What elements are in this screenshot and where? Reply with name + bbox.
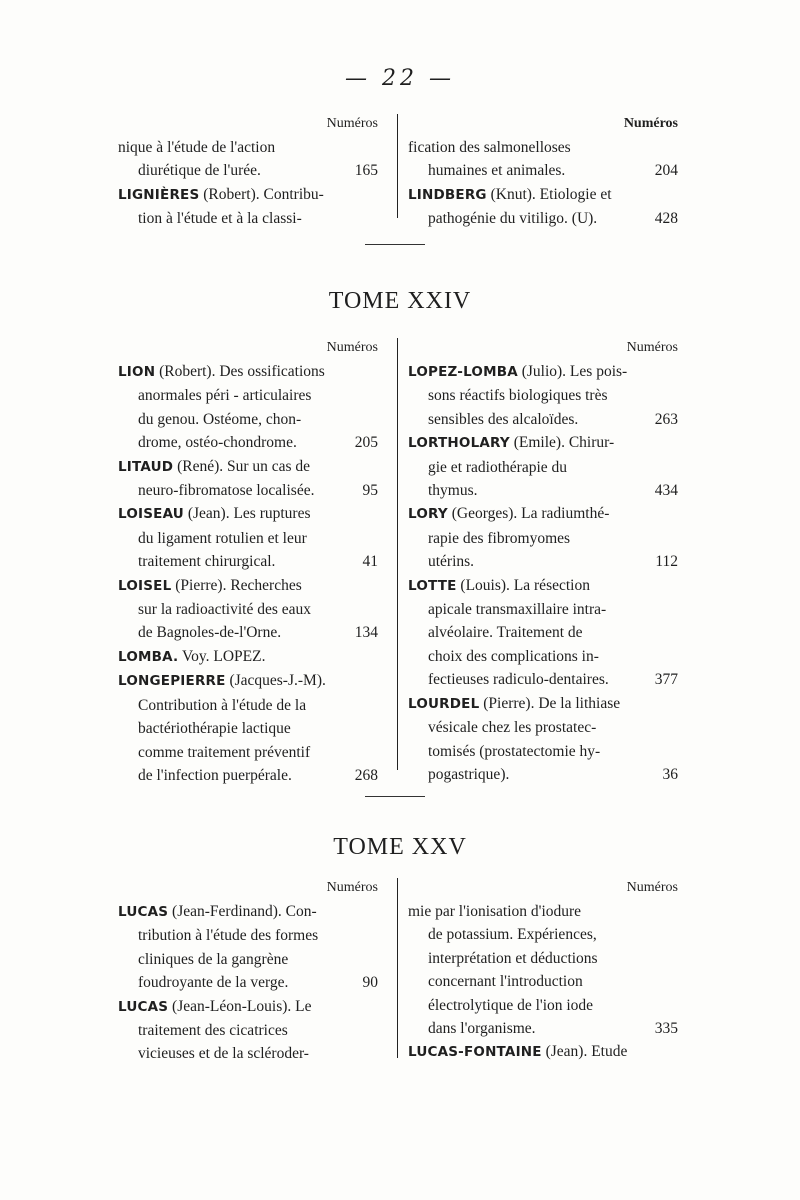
entry-text: sensibles des alcaloïdes.: [428, 410, 579, 428]
entry-text: cliniques de la gangrène: [138, 950, 289, 968]
entry-text: drome, ostéo-chondrome.: [138, 434, 297, 452]
left-column: [118, 114, 378, 231]
author-name: LOMBA.: [118, 648, 179, 665]
entry-text: (Pierre). Recherches: [171, 576, 302, 594]
page-number: — 22 —: [345, 66, 455, 91]
author-name: LIGNIÈRES: [118, 186, 200, 203]
column-header: Numéros: [623, 116, 678, 131]
entry-line: [408, 502, 678, 526]
entry-line: [118, 207, 378, 230]
entry-line: [408, 456, 678, 479]
entry-line: [118, 574, 378, 598]
entry-text: de Bagnoles-de-l'Orne.: [138, 624, 282, 642]
entry-line: [118, 384, 378, 407]
entry-line: [408, 668, 678, 691]
index-entry: [118, 574, 378, 645]
entry-line: [118, 621, 378, 644]
author-name: LORTHOLARY: [408, 435, 510, 452]
left-column: [118, 338, 378, 787]
entry-text: concernant l'introduction: [428, 973, 583, 991]
entry-line: [118, 1019, 378, 1042]
entry-line: [408, 550, 678, 573]
entry-text: traitement chirurgical.: [138, 553, 276, 571]
entry-line: [118, 741, 378, 764]
entry-text: du ligament rotulien et leur: [138, 529, 307, 547]
entry-text: utérins.: [428, 553, 475, 571]
entry-text: (Julio). Les pois-: [517, 363, 628, 380]
entry-text: (Jean-Ferdinand). Con-: [168, 903, 317, 920]
entry-text: diurétique de l'urée.: [138, 162, 261, 180]
entry-line: [408, 527, 678, 550]
entry-text: (Jacques-J.-M).: [225, 672, 326, 690]
entry-line: [118, 645, 378, 669]
section-tome-xxv: [0, 878, 800, 1068]
entry-line: [118, 1042, 378, 1065]
entry-text: (Jean). Les ruptures: [183, 505, 311, 523]
entry-text: vésicale chez les prostatec-: [428, 719, 597, 737]
index-entry: [118, 360, 378, 455]
entry-text: foudroyante de la verge.: [138, 974, 289, 992]
entry-text: nique à l'étude de l'action: [118, 139, 276, 156]
entry-line: [118, 764, 378, 787]
entry-text: (Jean). Etude: [541, 1043, 628, 1061]
entry-line: [118, 717, 378, 740]
index-entry: [408, 502, 678, 573]
entry-number: 165: [354, 162, 378, 180]
author-name: LINDBERG: [408, 186, 487, 203]
author-name: LUCAS: [118, 998, 169, 1015]
right-column: [408, 338, 678, 786]
entry-line: [118, 431, 378, 454]
column-header: Numéros: [626, 340, 678, 355]
author-name: LITAUD: [118, 458, 174, 475]
entry-line: [118, 527, 378, 550]
column-header: Numéros: [326, 116, 378, 131]
entry-line: [118, 694, 378, 717]
entry-number: 36: [662, 765, 678, 783]
entry-text: (Jean-Léon-Louis). Le: [168, 997, 312, 1015]
entry-text: gie et radiothérapie du: [428, 458, 568, 476]
index-entry: [118, 669, 378, 787]
entry-line: [118, 455, 378, 479]
entry-number: 428: [654, 210, 678, 228]
entry-number: 134: [354, 624, 378, 642]
entry-line: [408, 1040, 678, 1064]
author-name: LOTTE: [408, 577, 457, 594]
entry-line: [408, 645, 678, 668]
index-entry: [408, 183, 678, 231]
entry-line: [118, 948, 378, 971]
entry-text: pogastrique).: [428, 765, 510, 783]
index-entry: [408, 900, 678, 1040]
entry-text: comme traitement préventif: [138, 743, 311, 761]
entry-line: [118, 502, 378, 526]
entry-text: (Robert). Contribu-: [199, 185, 324, 203]
entry-text: apicale transmaxillaire intra-: [428, 601, 607, 619]
index-entry: [118, 645, 378, 669]
entry-line: [408, 900, 678, 923]
entry-line: [408, 598, 678, 621]
entry-number: 90: [362, 974, 378, 992]
entry-line: [408, 994, 678, 1017]
index-entry: [118, 995, 378, 1066]
entry-text: de l'infection puerpérale.: [138, 766, 292, 784]
column-header: Numéros: [626, 880, 678, 895]
index-entry: [118, 183, 378, 231]
column-header: Numéros: [326, 880, 378, 895]
entry-line: [408, 1017, 678, 1040]
column-separator: [397, 338, 398, 770]
entry-text: tomisés (prostatectomie hy-: [428, 742, 601, 760]
entry-text: (Robert). Des ossifications: [155, 363, 325, 380]
author-name: LOISEL: [118, 577, 172, 594]
section-title: TOME XXIV: [328, 288, 472, 314]
entry-number: 434: [654, 482, 678, 500]
entry-text: choix des complications in-: [428, 647, 599, 665]
entry-line: [408, 183, 678, 207]
entry-number: 377: [654, 671, 678, 689]
entry-text: sur la radioactivité des eaux: [138, 601, 312, 619]
section-divider: [365, 796, 425, 797]
entry-text: du genou. Ostéome, chon-: [138, 410, 302, 428]
entry-text: de potassium. Expériences,: [428, 926, 597, 944]
entry-text: tion à l'étude et à la classi-: [138, 210, 302, 228]
author-name: LORY: [408, 506, 448, 523]
entry-line: [408, 716, 678, 739]
entry-number: 204: [654, 162, 678, 180]
entry-line: [118, 360, 378, 384]
entry-number: 41: [362, 553, 378, 571]
entry-line: [408, 136, 678, 159]
entry-line: [118, 900, 378, 924]
index-entry: [118, 502, 378, 573]
entry-line: [408, 740, 678, 763]
entry-text: dans l'organisme.: [428, 1020, 536, 1038]
entry-line: [118, 408, 378, 431]
author-name: LOISEAU: [118, 506, 184, 523]
entry-line: [408, 763, 678, 786]
entry-text: pathogénie du vitiligo. (U).: [428, 210, 598, 228]
index-entry: [118, 455, 378, 503]
entry-number: 268: [354, 766, 378, 784]
entry-line: [118, 183, 378, 207]
entry-line: [118, 136, 378, 159]
entry-line: [118, 924, 378, 947]
entry-line: [408, 692, 678, 716]
entry-text: (René). Sur un cas de: [173, 457, 311, 475]
section-title: TOME XXV: [333, 834, 467, 860]
author-name: LOURDEL: [408, 695, 480, 712]
entry-line: [408, 479, 678, 502]
entry-line: [118, 971, 378, 994]
entry-number: 205: [354, 434, 378, 452]
entry-text: bactériothérapie lactique: [138, 720, 291, 738]
entry-line: [408, 947, 678, 970]
entry-text: vicieuses et de la scléroder-: [138, 1045, 309, 1063]
column-header: Numéros: [326, 340, 378, 355]
entry-text: mie par l'ionisation d'iodure: [408, 903, 582, 920]
author-name: LONGEPIERRE: [118, 673, 226, 690]
entry-line: [408, 431, 678, 455]
index-entry: [118, 136, 378, 183]
index-entry: [408, 431, 678, 502]
entry-text: neuro-fibromatose localisée.: [138, 482, 315, 500]
author-name: LOPEZ-LOMBA: [408, 364, 518, 380]
index-entry: [408, 360, 678, 431]
entry-line: [118, 995, 378, 1019]
entry-line: [408, 408, 678, 431]
entry-text: Voy. LOPEZ.: [178, 647, 266, 665]
entry-text: électrolytique de l'ion iode: [428, 996, 594, 1014]
author-name: LUCAS: [118, 904, 169, 920]
column-separator: [397, 114, 398, 218]
entry-text: (Pierre). De la lithiase: [479, 694, 621, 712]
entry-text: fectieuses radiculo-dentaires.: [428, 671, 609, 689]
entry-text: anormales péri - articulaires: [138, 387, 312, 405]
entry-line: [408, 621, 678, 644]
entry-line: [118, 479, 378, 502]
entry-text: (Georges). La radiumthé-: [447, 505, 610, 523]
entry-text: fication des salmonelloses: [408, 139, 571, 156]
entry-line: [118, 669, 378, 693]
entry-number: 263: [654, 410, 678, 428]
index-entry: [408, 574, 678, 692]
entry-text: (Emile). Chirur-: [509, 434, 615, 452]
right-column: [408, 878, 678, 1065]
entry-text: Contribution à l'étude de la: [138, 696, 307, 714]
section-divider: [365, 244, 425, 245]
index-entry: [408, 692, 678, 787]
entry-text: traitement des cicatrices: [138, 1022, 288, 1040]
column-separator: [397, 878, 398, 1058]
entry-line: [408, 207, 678, 230]
entry-line: [408, 923, 678, 946]
entry-line: [118, 598, 378, 621]
entry-text: tribution à l'étude des formes: [138, 927, 319, 945]
entry-line: [118, 159, 378, 182]
index-entry: [118, 900, 378, 995]
entry-line: [408, 970, 678, 993]
section-tome-xxiv: [0, 338, 800, 784]
left-column: [118, 878, 378, 1066]
entry-number: 95: [362, 482, 378, 500]
section-top: [0, 114, 800, 228]
author-name: LUCAS-FONTAINE: [408, 1044, 542, 1061]
entry-text: interprétation et déductions: [428, 949, 598, 967]
entry-text: alvéolaire. Traitement de: [428, 624, 583, 642]
index-entry: [408, 1040, 678, 1064]
entry-line: [408, 360, 678, 384]
entry-text: rapie des fibromyomes: [428, 529, 571, 547]
entry-text: sons réactifs biologiques très: [428, 387, 608, 405]
entry-number: 335: [654, 1020, 678, 1038]
entry-line: [408, 159, 678, 182]
entry-number: 112: [655, 553, 678, 571]
entry-text: thymus.: [428, 482, 478, 500]
entry-line: [118, 550, 378, 573]
entry-text: (Louis). La résection: [456, 576, 590, 594]
entry-line: [408, 574, 678, 598]
right-column: [408, 114, 678, 231]
entry-line: [408, 384, 678, 407]
entry-text: humaines et animales.: [428, 162, 566, 180]
entry-text: (Knut). Etiologie et: [486, 185, 612, 203]
author-name: LION: [118, 364, 156, 380]
index-entry: [408, 136, 678, 183]
